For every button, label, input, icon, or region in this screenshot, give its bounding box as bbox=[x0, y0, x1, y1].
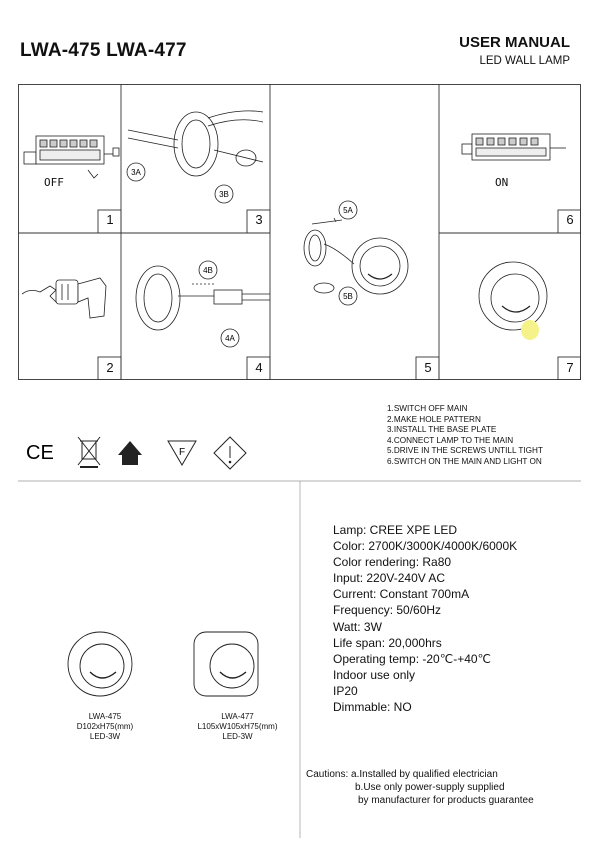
product-caption-square bbox=[180, 712, 295, 742]
callout-3a: 3A bbox=[131, 168, 141, 177]
product-caption-round bbox=[55, 712, 155, 742]
product-power: LED-3W bbox=[89, 732, 121, 741]
step-number-1: 1 bbox=[106, 212, 114, 227]
step-number-7: 7 bbox=[566, 360, 574, 375]
spec-line: Input: 220V-240V AC bbox=[333, 571, 446, 586]
product-model: LWA-475 bbox=[88, 712, 122, 721]
callout-4a: 4A bbox=[225, 334, 235, 343]
callout-5a: 5A bbox=[343, 206, 353, 215]
spec-line: Watt: 3W bbox=[333, 619, 382, 634]
step-number-5: 5 bbox=[424, 360, 432, 375]
spec-line: Operating temp: -20℃-+40℃ bbox=[333, 651, 492, 666]
caution-line: b.Use only power-supply supplied bbox=[355, 782, 505, 793]
round-lamp-icon bbox=[68, 632, 132, 696]
square-lamp-icon bbox=[194, 632, 258, 696]
step-number-6: 6 bbox=[566, 212, 574, 227]
spec-line: Frequency: 50/60Hz bbox=[333, 603, 442, 618]
switch-on-label: ON bbox=[495, 176, 509, 189]
spec-line: Current: Constant 700mA bbox=[333, 587, 470, 602]
spec-line: Indoor use only bbox=[333, 667, 416, 682]
switch-off-label: OFF bbox=[44, 176, 64, 189]
svg-text:F: F bbox=[179, 447, 186, 458]
product-drawings bbox=[60, 624, 290, 704]
step-number-2: 2 bbox=[106, 360, 114, 375]
callout-5b: 5B bbox=[343, 292, 353, 301]
product-model: LWA-477 bbox=[221, 712, 254, 721]
manual-subtitle: LED WALL LAMP bbox=[479, 55, 570, 67]
spec-line: Color: 2700K/3000K/4000K/6000K bbox=[333, 539, 518, 554]
spec-line: Dimmable: NO bbox=[333, 700, 412, 715]
step-line: 4.CONNECT LAMP TO THE MAIN bbox=[387, 435, 514, 445]
model-title: LWA-475 LWA-477 bbox=[20, 40, 187, 61]
callout-3b: 3B bbox=[219, 190, 229, 199]
step-number-4: 4 bbox=[255, 360, 263, 375]
caution-line: by manufacturer for products guarantee bbox=[358, 795, 534, 806]
spec-line: IP20 bbox=[333, 683, 358, 698]
spec-line: Lamp: CREE XPE LED bbox=[333, 523, 458, 537]
callout-4b: 4B bbox=[203, 266, 213, 275]
caution-line: Cautions: a.Installed by qualified electrician bbox=[306, 769, 498, 780]
spec-line: Life span: 20,000hrs bbox=[333, 635, 442, 650]
step-line: 5.DRIVE IN THE SCREWS UNTILL TIGHT bbox=[387, 446, 543, 456]
step-number-3: 3 bbox=[255, 212, 263, 227]
product-dimensions: D102xH75(mm) bbox=[76, 722, 134, 731]
spec-line: Color rendering: Ra80 bbox=[333, 555, 452, 570]
step-line: 6.SWITCH ON THE MAIN AND LIGHT ON bbox=[387, 456, 542, 466]
product-dimensions: L105xW105xH75(mm) bbox=[197, 722, 278, 731]
cautions-block bbox=[306, 768, 534, 807]
step-line: 3.INSTALL THE BASE PLATE bbox=[387, 425, 497, 435]
product-power: LED-3W bbox=[222, 732, 253, 741]
step-line: 1.SWITCH OFF MAIN bbox=[387, 404, 468, 413]
manual-title: USER MANUAL bbox=[459, 34, 570, 51]
specifications-list bbox=[333, 522, 517, 715]
step-line: 2.MAKE HOLE PATTERN bbox=[387, 414, 481, 424]
ce-mark-icon: CE bbox=[26, 442, 54, 464]
